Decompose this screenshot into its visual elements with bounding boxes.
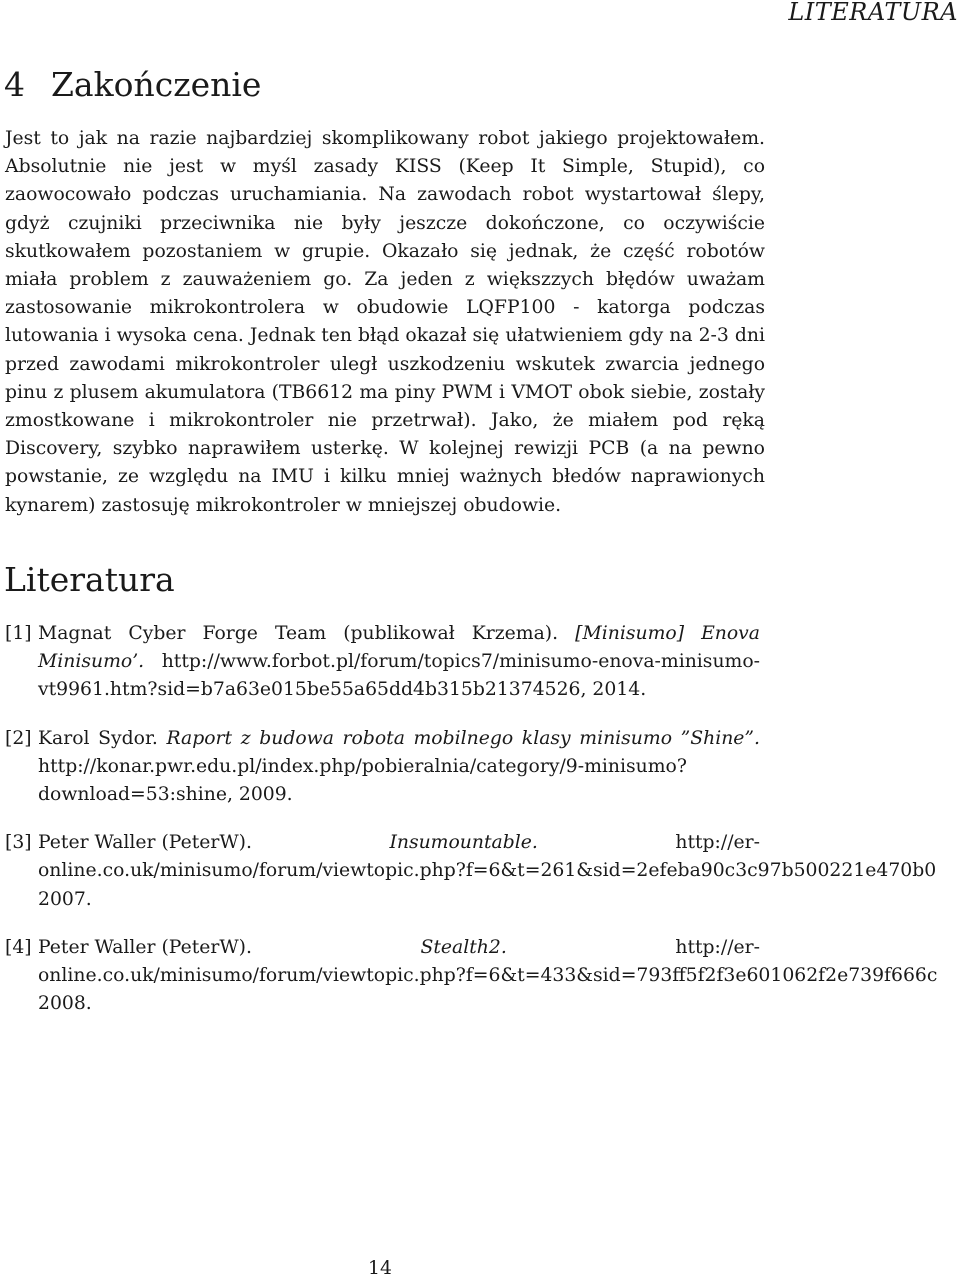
reference-label: [2] — [5, 727, 32, 749]
reference-list — [5, 620, 960, 1038]
reference-year: 2007. — [38, 888, 92, 910]
reference-url: http://konar.pwr.edu.pl/index.php/pobieralnia/category/9-minisumo?download=53:shine, 2009. — [38, 755, 687, 806]
reference-url: http://www.forbot.pl/forum/topics7/minisumo-enova-minisumo-vt9961.htm?sid=b7a63e015be55a65dd4b315b21374526, 2014. — [38, 651, 760, 701]
section-title-text: Zakończenie — [51, 65, 262, 104]
reference-item-1 — [5, 620, 760, 705]
references-title: Literatura — [4, 560, 175, 599]
reference-title: Raport z budowa robota mobilnego klasy minisumo ”Shine”. — [166, 727, 760, 749]
section-title — [4, 65, 261, 105]
reference-authors: Magnat Cyber Forge Team (publikował Krzema). — [38, 623, 559, 644]
reference-authors: Peter Waller (PeterW). — [38, 936, 252, 958]
reference-authors: Karol Sydor. — [38, 727, 158, 749]
running-head: LITERATURA — [788, 0, 958, 26]
reference-label: [3] — [5, 832, 32, 854]
reference-url-part1: http://er- — [675, 936, 760, 958]
reference-authors: Peter Waller (PeterW). — [38, 832, 252, 854]
reference-url-part2: online.co.uk/minisumo/forum/viewtopic.php?f=6&t=261&sid=2efeba90c3c97b500221e470b0 — [38, 860, 937, 882]
reference-title: Insumountable. — [389, 832, 538, 854]
section-number: 4 — [4, 65, 25, 104]
page-number: 14 — [368, 1258, 392, 1279]
reference-url-part2: online.co.uk/minisumo/forum/viewtopic.php?f=6&t=433&sid=793ff5f2f3e601062f2e739f666c — [38, 965, 938, 987]
reference-label: [4] — [5, 936, 32, 958]
reference-label: [1] — [5, 623, 32, 644]
reference-year: 2008. — [38, 993, 92, 1015]
reference-title: Stealth2. — [420, 936, 507, 958]
reference-item-4 — [5, 934, 960, 1019]
reference-title: [Minisumo] Enova Minisumo’. — [38, 623, 760, 673]
body-paragraph: Jest to jak na razie najbardziej skomplikowany robot jakiego projektowałem. Absolutnie nie jest w myśl zasady KISS (Keep It Simple, Stupid), co zaowocowało podczas uruchamiania. Na zawodach robot wystartował ślepy, gdyż czujniki przeciwnika nie były jeszcze dokończone, co oczywiście skutkowałem pozostaniem w grupie. Okazało się jednak, że część robotów miała problem z zauważeniem go. Za jeden z większzych błędów uważam zastosowanie mikrokontrolera w obudowie LQFP100 - katorga podczas lutowania i wysoka cena. Jednak ten błąd okazał się ułatwieniem gdy na 2-3 dni przed zawodami mikrokontroler uległ uszkodzeniu wskutek zwarcia jednego pinu z plusem akumulatora (TB6612 ma piny PWM i VMOT obok siebie, zostały zmostkowane i mikrokontroler nie przetrwał). Jako, że miałem pod ręką Discovery, szybko naprawiłem usterkę. W kolejnej rewizji PCB (a na pewno powstanie, ze względu na IMU i kilku mniej ważnych błedów naprawionych kynarem) zastosuję mikrokontroler w mniejszej obudowie. — [5, 128, 765, 516]
reference-item-2 — [5, 725, 760, 810]
reference-url-part1: http://er- — [675, 832, 760, 854]
reference-item-3 — [5, 829, 960, 914]
